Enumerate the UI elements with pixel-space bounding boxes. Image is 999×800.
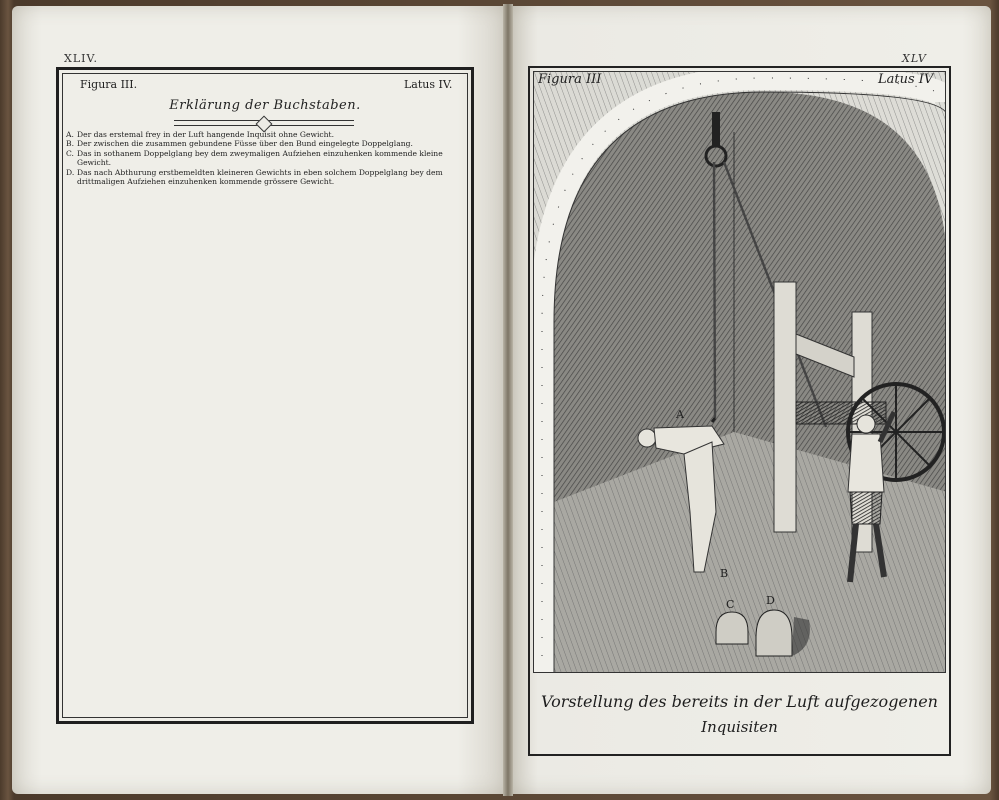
plate-latus-label: Latus IV [878, 72, 934, 87]
legend-item: A. Der das erstemal frey in der Luft hangende Inquisit ohne Gewicht. [66, 130, 334, 139]
plate-letter-d: D [766, 594, 775, 607]
legend-item: B. Der zwischen die zusammen gebundene Füsse über den Bund eingelegte Doppelglang. [66, 139, 413, 149]
legend-item: C. Das in sothanem Doppelglang bey dem zweymaligen Aufziehen einzuhenken kommende kleine Gewicht. [66, 148, 443, 168]
small-weight [716, 612, 748, 644]
legend-item: D. Das nach Abthurung erstbemeldten kleineren Gewichts in eben solchem Doppelglang bey dem drittmaligen Aufziehen einzuhenken kommende grössere Gewicht. [66, 167, 443, 187]
plate-caption-line1: Vorstellung des bereits in der Luft aufgezogenen [541, 692, 938, 711]
heading-ornament [174, 120, 354, 126]
large-weight [756, 610, 792, 656]
plate-figure-label: Figura III [538, 72, 602, 87]
left-page-number: XLIV. [64, 52, 98, 65]
plate-letter-a: A [676, 408, 684, 421]
plate-letter-c: C [726, 598, 735, 611]
book-gutter [503, 4, 513, 796]
right-page-number: XLV [902, 52, 927, 65]
plate-letter-b: B [720, 567, 729, 580]
windlass-post-left [774, 282, 796, 532]
rope-vertical [714, 162, 715, 418]
left-latus-label: Latus IV. [404, 78, 453, 91]
left-figure-label: Figura III. [80, 78, 138, 91]
legend-list [66, 130, 466, 186]
engraving-svg [534, 72, 946, 673]
plate-caption-line2: Inquisiten [701, 718, 778, 736]
ceiling-bracket [712, 112, 720, 146]
engraving-illustration [533, 71, 946, 673]
legend-heading: Erklärung der Buchstaben. [169, 98, 361, 113]
